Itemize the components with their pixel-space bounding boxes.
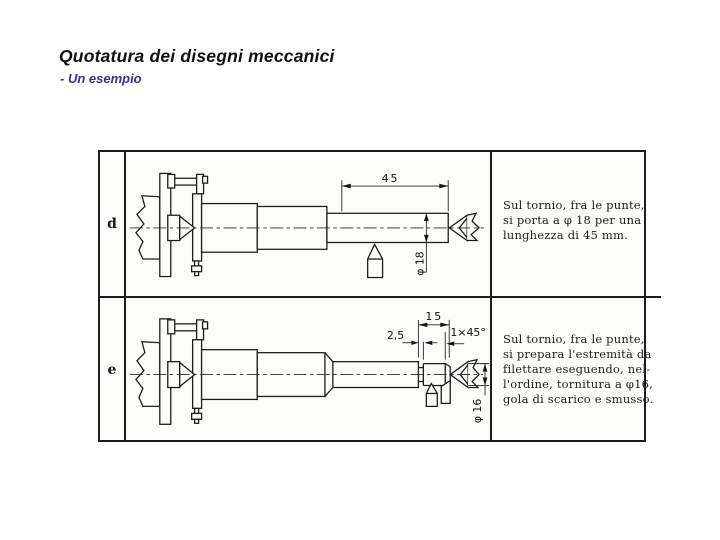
cutting-tool (368, 244, 383, 277)
dim-phi16-label: φ 16 (471, 398, 485, 424)
dim-chamfer-label: 1×45° (450, 325, 486, 339)
row-e-label: e (107, 361, 117, 378)
headstock-assembly (136, 173, 208, 276)
caption-line: si porta a φ 18 per una (503, 213, 642, 227)
row-d-drawing-cell (126, 152, 492, 298)
caption-line: si prepara l'estremità da (503, 347, 652, 361)
headstock-assembly (136, 319, 208, 424)
caption-line: Sul tornio, fra le punte, (503, 198, 645, 212)
page-title: Quotatura dei disegni meccanici (59, 46, 335, 66)
dimension-length-45 (342, 172, 448, 211)
caption-line: Sul tornio, fra le punte, (503, 332, 645, 346)
row-e-label-cell (100, 298, 126, 441)
row-d-label: d (107, 216, 117, 232)
lathe-drawing-e (126, 298, 490, 441)
row-d-label-cell (100, 152, 126, 298)
dim-phi18-label: φ 18 (413, 251, 427, 276)
row-e-drawing-cell (126, 298, 492, 441)
dim-2-5-label: 2,5 (386, 328, 405, 342)
row-e-caption-cell (492, 298, 661, 441)
dim-45-label: 45 (381, 172, 400, 186)
dim-15-label: 15 (425, 309, 444, 323)
caption-line: l'ordine, tornitura a φ16, (503, 377, 654, 391)
lathe-drawing-d (126, 152, 490, 296)
caption-line: gola di scarico e smusso. (503, 392, 654, 406)
page-subtitle: - Un esempio (60, 71, 142, 86)
tailstock-center (449, 213, 479, 240)
caption-line: lunghezza di 45 mm. (503, 228, 628, 242)
dimension-groove-2-5 (387, 329, 437, 360)
row-d-caption-cell (492, 152, 661, 298)
figure-table (98, 150, 654, 442)
cutting-tools (426, 381, 450, 407)
caption-line: filettare eseguendo, nel- (503, 362, 651, 376)
dimension-chamfer-1x45 (445, 326, 486, 360)
